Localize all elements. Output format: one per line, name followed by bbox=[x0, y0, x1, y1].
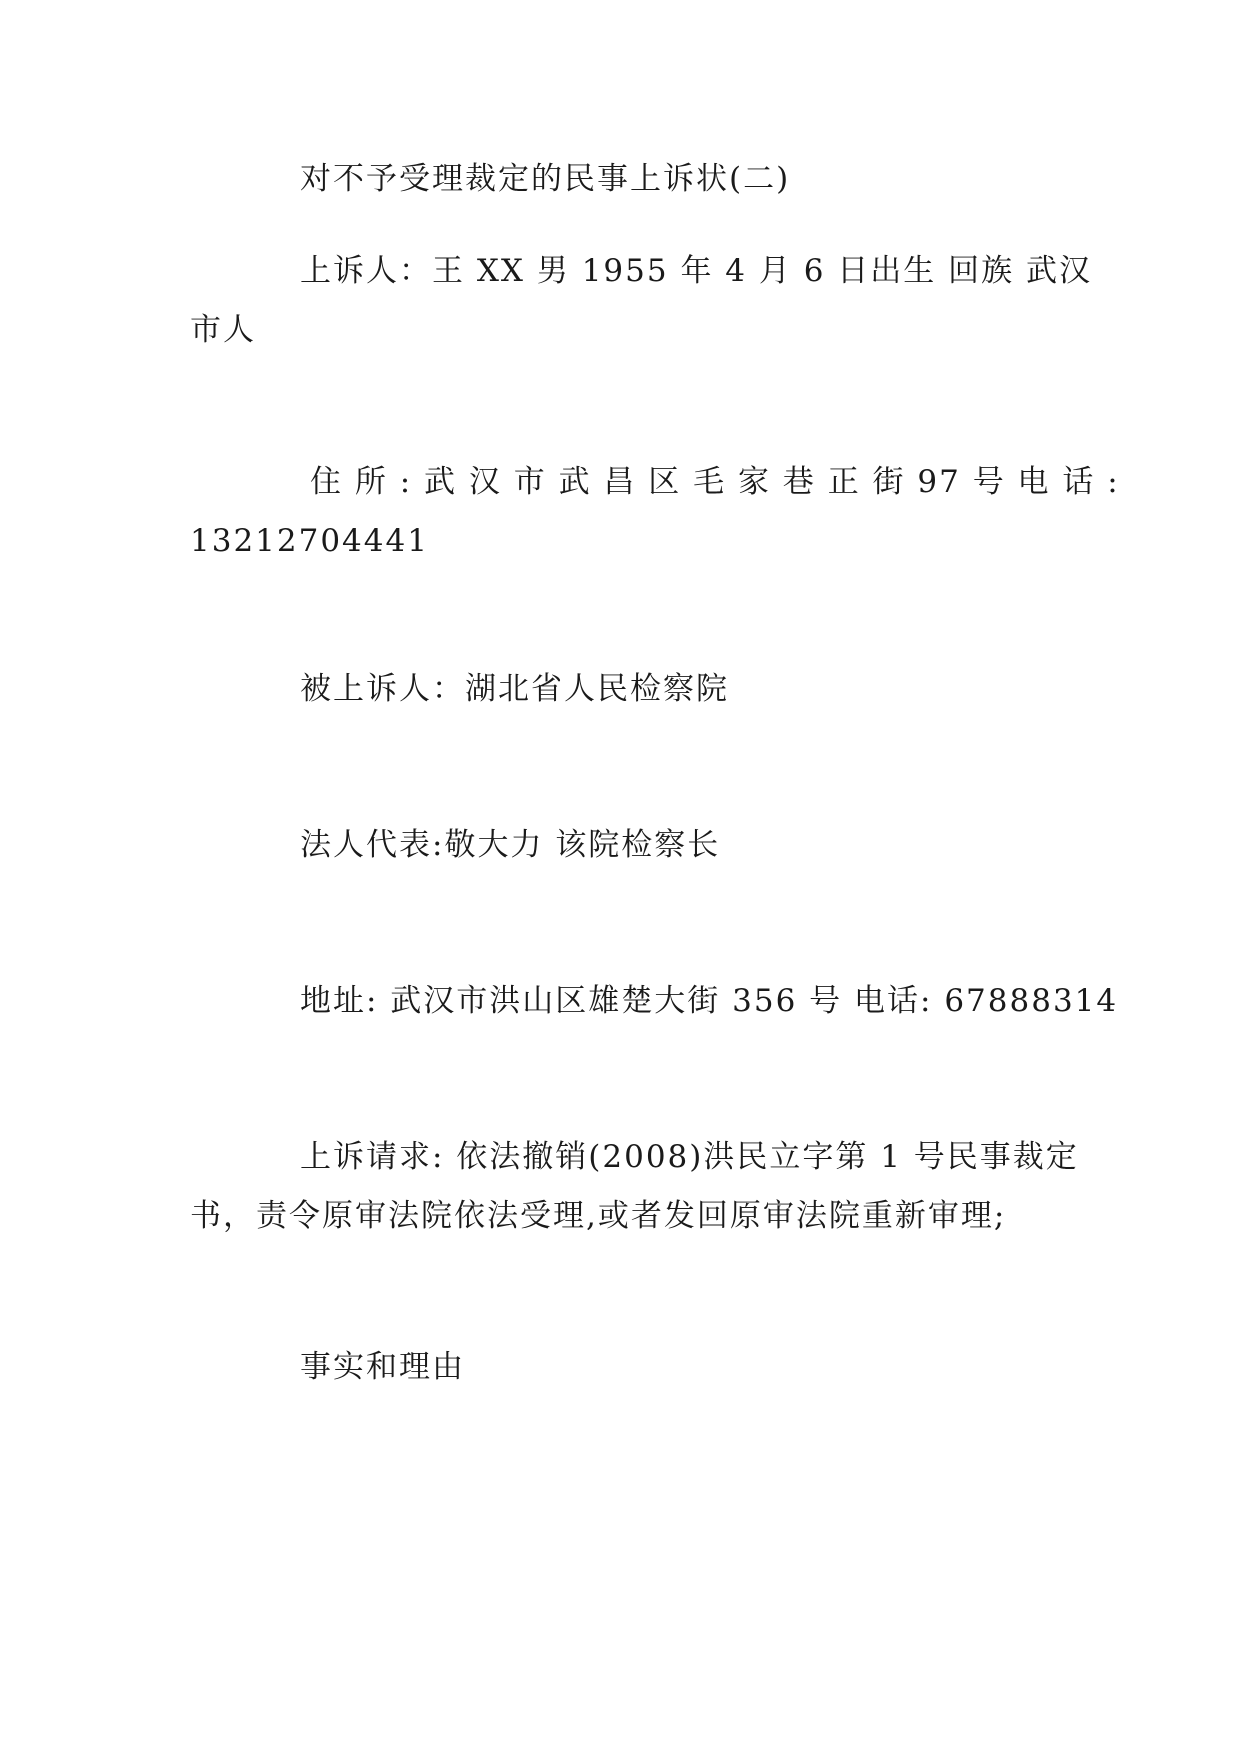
legal-representative-text: 法人代表:敬大力 该院检察长 bbox=[300, 827, 721, 863]
appellee-paragraph bbox=[190, 660, 1050, 719]
address-line-2: 13212704441 bbox=[190, 523, 429, 559]
appellee-text: 被上诉人：湖北省人民检察院 bbox=[300, 671, 729, 707]
appellant-line-2: 市人 bbox=[190, 312, 256, 348]
appellee-address-paragraph bbox=[190, 972, 1119, 1031]
appeal-request-paragraph bbox=[190, 1128, 1079, 1246]
document-title bbox=[190, 150, 1050, 209]
title-text: 对不予受理裁定的民事上诉状(二) bbox=[300, 161, 791, 197]
legal-representative-paragraph bbox=[190, 816, 1050, 875]
appellant-line-1: 上诉人：王 XX 男 1955 年 4 月 6 日出生 回族 武汉 bbox=[300, 253, 1093, 289]
appeal-request-line-2: 书，责令原审法院依法受理,或者发回原审法院重新审理; bbox=[190, 1198, 1007, 1234]
appeal-request-line-1: 上诉请求: 依法撤销(2008)洪民立字第 1 号民事裁定 bbox=[300, 1139, 1079, 1175]
appellant-paragraph bbox=[190, 242, 1093, 360]
appellee-address-text: 地址: 武汉市洪山区雄楚大街 356 号 电话: 67888314 bbox=[300, 983, 1119, 1019]
facts-heading-text: 事实和理由 bbox=[300, 1349, 465, 1385]
address-paragraph bbox=[190, 453, 1120, 571]
facts-heading-paragraph bbox=[190, 1338, 1050, 1397]
address-line-1: 住 所 : 武 汉 市 武 昌 区 毛 家 巷 正 街 97 号 电 话 : bbox=[310, 464, 1120, 500]
